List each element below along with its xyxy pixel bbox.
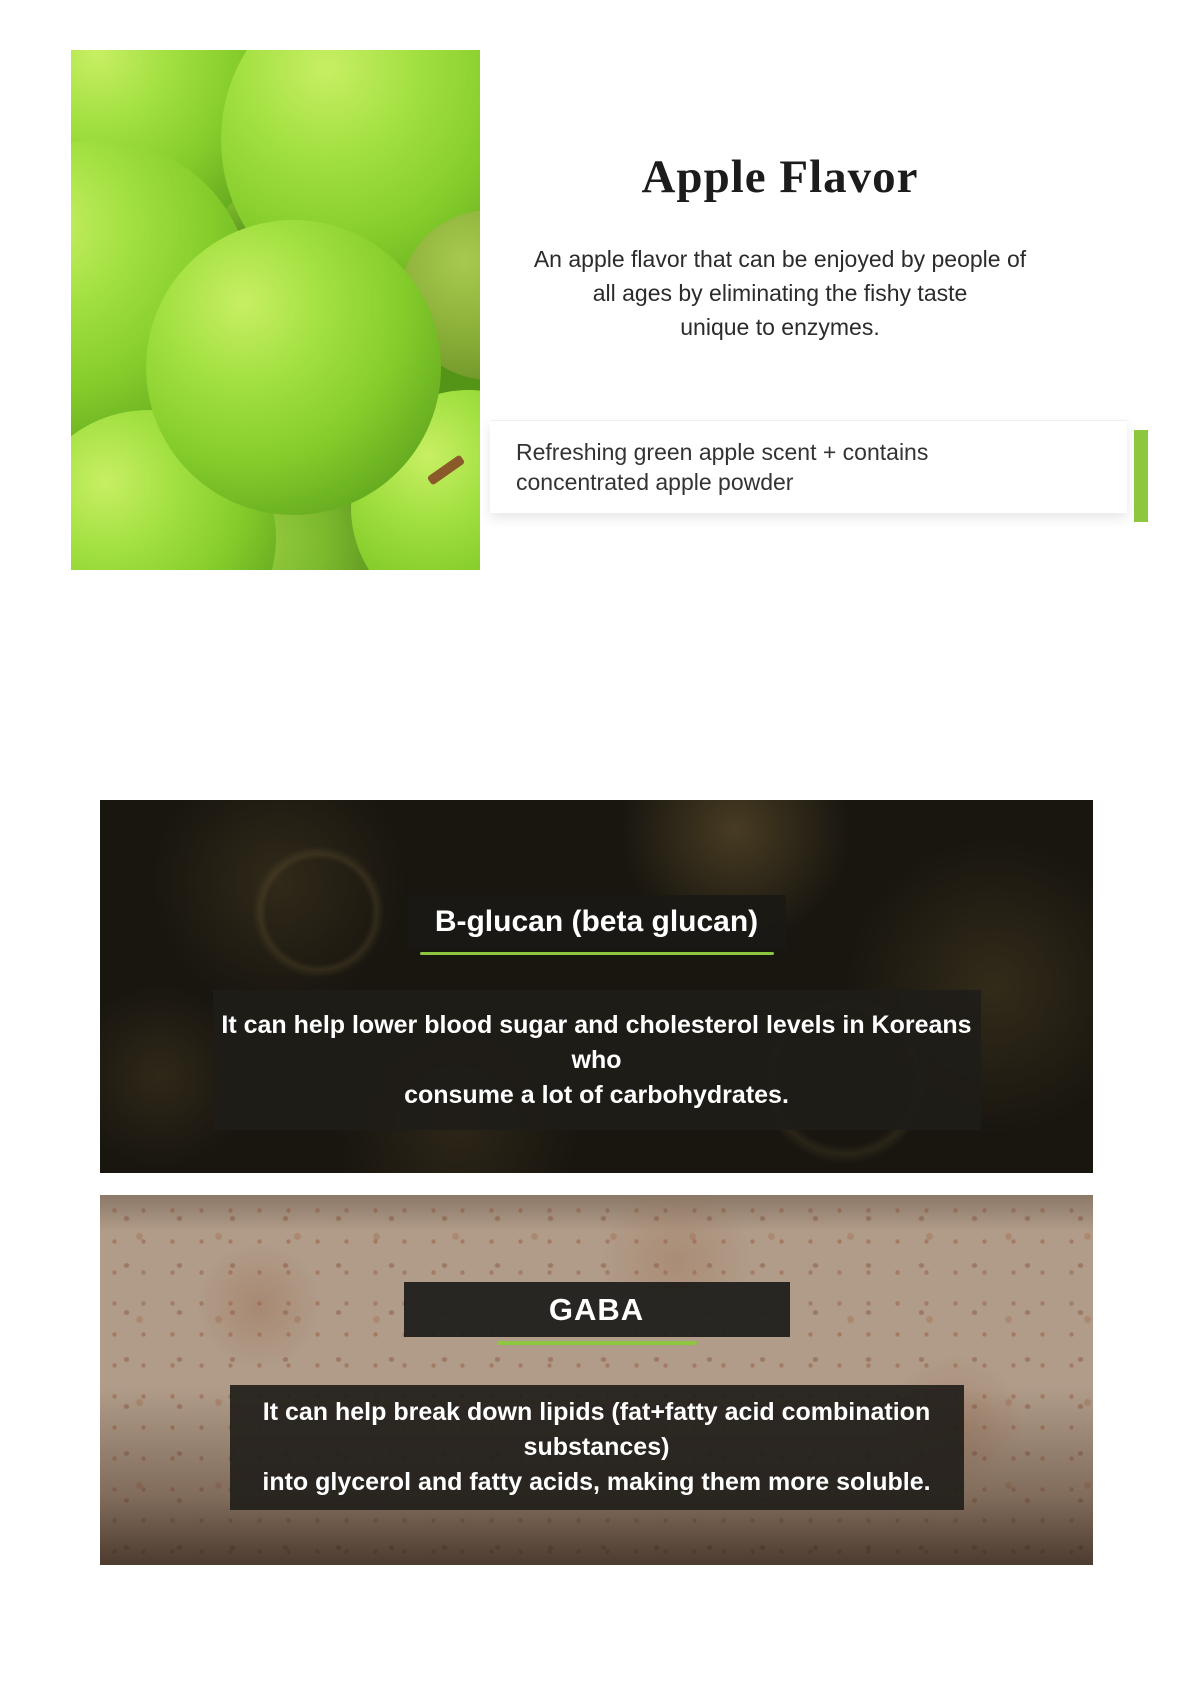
b-glucan-title-box [408, 895, 786, 949]
highlight-callout-card [490, 421, 1127, 513]
description-line: An apple flavor that can be enjoyed by people of [533, 246, 1027, 272]
description-line: It can help lower blood sugar and cholesterol levels in Koreans who [221, 1010, 972, 1074]
callout-line: Refreshing green apple scent + contains [516, 439, 929, 465]
description-line: into glycerol and fatty acids, making them more soluble. [262, 1468, 931, 1496]
green-underline [420, 952, 774, 955]
section-title: Apple Flavor [641, 151, 919, 203]
gaba-description [230, 1395, 964, 1500]
gaba-banner [100, 1195, 1093, 1565]
b-glucan-title: B-glucan (beta glucan) [434, 905, 759, 938]
gaba-description-box [230, 1385, 964, 1510]
apple-flavor-intro [480, 150, 1080, 344]
b-glucan-banner [100, 800, 1093, 1173]
gaba-title-box [404, 1282, 790, 1337]
green-apples-image [71, 50, 480, 570]
description-line: all ages by eliminating the fishy taste [592, 280, 968, 306]
apple-shape [146, 220, 441, 515]
b-glucan-description-box [213, 990, 981, 1130]
description-line: It can help break down lipids (fat+fatty acid combination substances) [262, 1398, 931, 1461]
callout-text [516, 437, 1127, 497]
green-accent-bar [1134, 430, 1148, 522]
green-underline [497, 1341, 697, 1345]
description-line: unique to enzymes. [680, 314, 880, 340]
b-glucan-description [213, 1008, 981, 1113]
callout-line: concentrated apple powder [516, 469, 794, 495]
description-line: consume a lot of carbohydrates. [404, 1080, 789, 1109]
gaba-title: GABA [548, 1291, 645, 1327]
section-description [480, 242, 1080, 344]
